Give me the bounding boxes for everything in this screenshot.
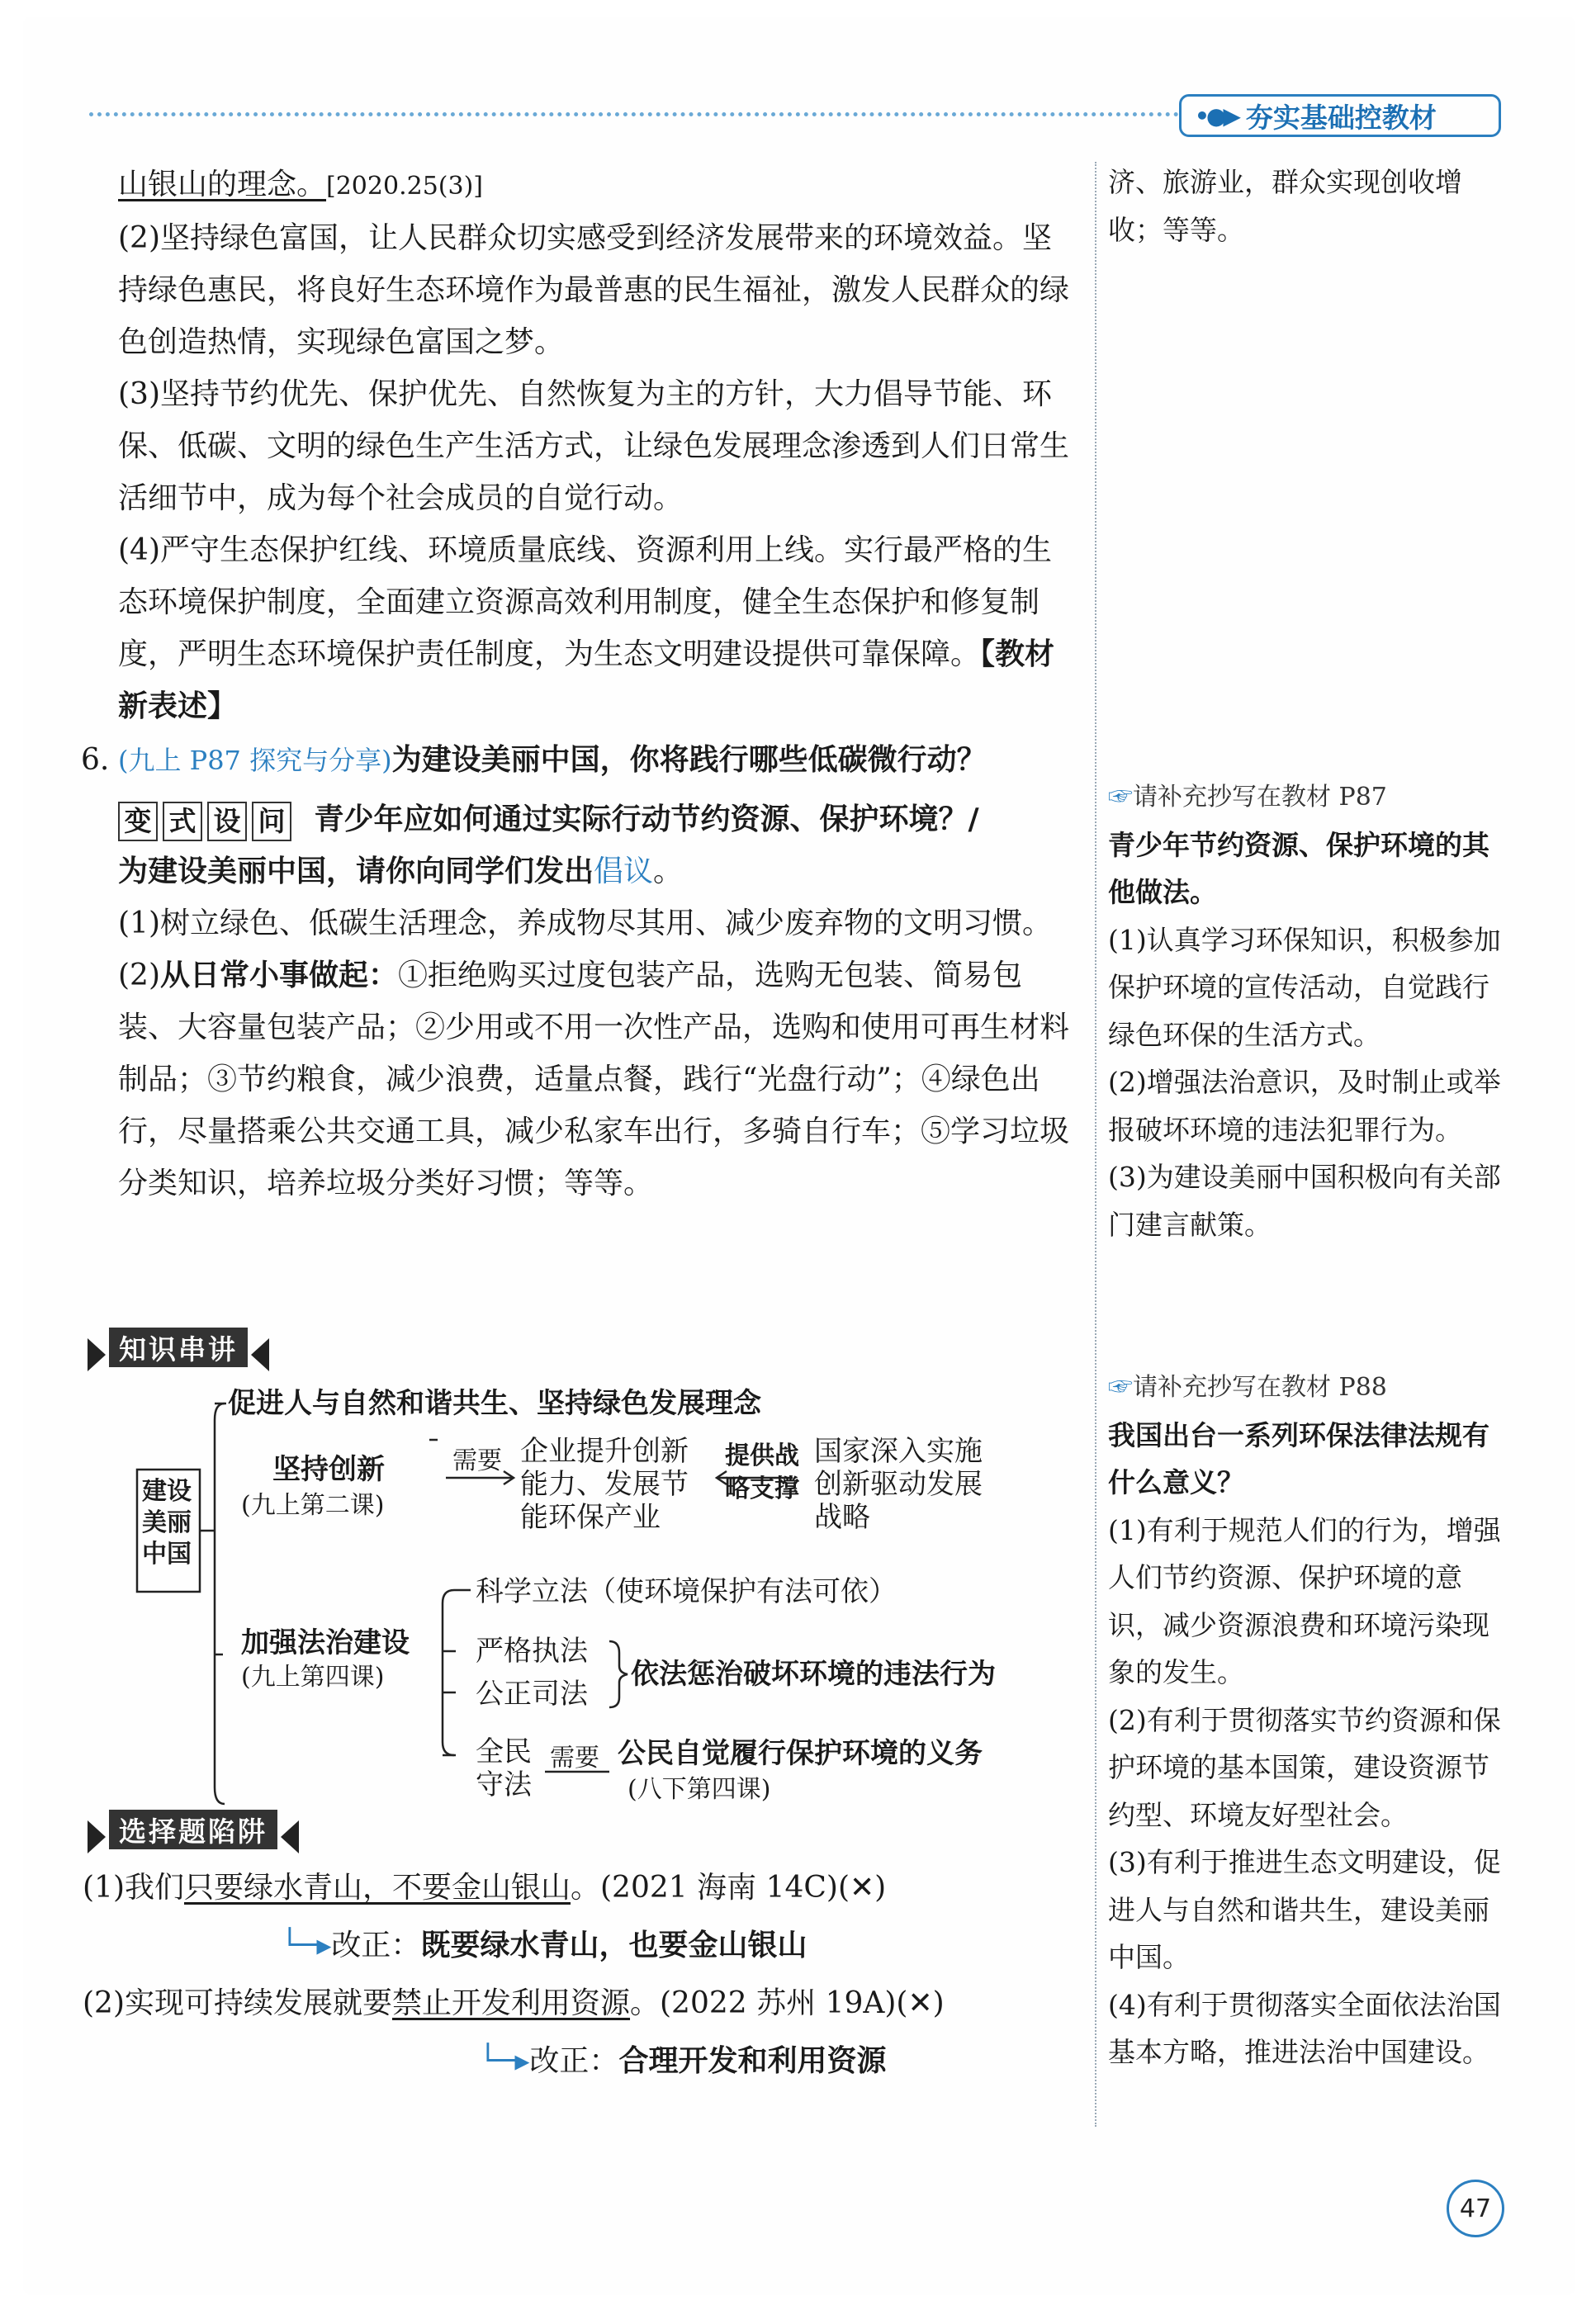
- side-hint-2-text: 请补充抄写在教材 P88: [1133, 1373, 1387, 1402]
- variant-q1: 青少年应如何通过实际行动节约资源、保护环境？/: [314, 802, 979, 836]
- answer-2-bold: 从日常小事做起：: [160, 959, 399, 992]
- side-question-2: 我国出台一系列环保法律法规有什么意义？: [1108, 1418, 1489, 1498]
- trap-1-fix-label: 改正：: [331, 1929, 421, 1962]
- para-4-tag: 【教材新表述】: [118, 637, 1055, 723]
- variant-question: [118, 793, 1072, 845]
- trap-2-fix-text: 合理开发和利用资源: [618, 2044, 887, 2078]
- mind-map-provide: 提供战略支撑: [725, 1441, 799, 1503]
- triangle-left-icon: [251, 1338, 269, 1371]
- mind-map-enterprise: 企业提升创新能力、发展节能环保产业: [520, 1435, 689, 1534]
- answer-1: (1)树立绿色、低碳生活理念，养成物尽其用、减少废弃物的文明习惯。: [118, 906, 1052, 940]
- page-number: 47: [1447, 2180, 1504, 2237]
- mind-map: [83, 1379, 1082, 1825]
- fix-arrow-icon: └─▸: [281, 1929, 332, 1962]
- side-answer-1-3: (3)为建设美丽中国积极向有关部门建言献策。: [1108, 1161, 1501, 1241]
- question-6-number: 6.: [81, 743, 110, 777]
- header-tag-label: 夯实基础控教材: [1245, 101, 1437, 134]
- section-traps-label: 选择题陷阱: [109, 1810, 277, 1849]
- side-question-1: 青少年节约资源、保护环境的其他做法。: [1108, 828, 1489, 908]
- trap-1-end: 。(2021 海南 14C)(✕): [571, 1871, 887, 1905]
- answer-2: [118, 949, 1072, 1209]
- header-dotted-line: [89, 112, 1179, 116]
- triangle-left-icon: [281, 1820, 299, 1853]
- answer-2-text: ①拒绝购买过度包装产品，选购无包装、简易包装、大容量包装产品；②少用或不用一次性产品，选购和使用可再生材料制品；③节约粮食，减少浪费，适量点餐，践行“光盘行动”；④绿色出行，尽量搭乘公共交通工具，减少私家车出行，多骑自行车；⑤学习垃圾分类知识，培养垃圾分类好习惯；等等。: [118, 959, 1070, 1200]
- variant-char-4: 问: [252, 802, 291, 841]
- pointing-hand-icon: ☞: [1108, 783, 1133, 812]
- trap-2-underlined: 禁止开发利用资源: [392, 1986, 631, 2020]
- para-3: (3)坚持节约优先、保护优先、自然恢复为主的方针，大力倡导节能、环保、低碳、文明的绿色生产生活方式，让绿色发展理念渗透到人们日常生活细节中，成为每个社会成员的自觉行动。: [118, 377, 1070, 515]
- side-answer-1-1: (1)认真学习环保知识，积极参加保护环境的宣传活动，自觉践行绿色环保的生活方式。: [1108, 923, 1501, 1051]
- variant-q2-blue: 倡议: [594, 854, 654, 888]
- trap-1-fix-text: 既要绿水青山，也要金山银山: [420, 1929, 807, 1962]
- trap-2-end: 。(2022 苏州 19A)(✕): [630, 1986, 945, 2020]
- mind-map-law-2: 严格执法: [476, 1635, 588, 1668]
- main-column: [81, 159, 1072, 1209]
- pointing-hand-icon: ☞: [1108, 1373, 1133, 1402]
- trap-1-lead: (1)我们: [83, 1871, 184, 1905]
- question-6-text: 为建设美丽中国，你将践行哪些低碳微行动？: [391, 743, 987, 777]
- variant-char-3: 设: [207, 802, 247, 841]
- mind-map-branch-1-ref: (九上第二课): [241, 1491, 385, 1520]
- mind-map-need-2: 需要: [550, 1744, 599, 1773]
- mind-map-branch-2: 加强法治建设: [241, 1626, 410, 1659]
- trap-1-fix: [83, 1917, 1073, 1975]
- mind-map-branch-1: 坚持创新: [272, 1453, 385, 1486]
- trap-1-underlined: 只要绿水青山，不要金山银山: [184, 1871, 571, 1905]
- mind-map-law-3: 公正司法: [476, 1678, 588, 1711]
- question-6-ref: (九上 P87 探究与分享): [118, 745, 392, 776]
- side-hint-1: [1108, 774, 1513, 821]
- para-4-text: (4)严守生态保护红线、环境质量底线、资源利用上线。实行最严格的生态环境保护制度，全面建立资源高效利用制度，健全生态保护和修复制度，严明生态环境保护责任制度，为生态文明建设提供可靠保障。: [118, 533, 1052, 671]
- mind-map-branch-2-ref: (九上第四课): [241, 1663, 385, 1692]
- answer-2-lead: (2): [118, 959, 160, 992]
- mind-map-law-4-ref: (八下第四课): [628, 1775, 771, 1804]
- variant-question-2: [118, 845, 1072, 897]
- side-top: 济、旅游业，群众实现创收增收；等等。: [1108, 166, 1462, 246]
- triangle-right-icon: [88, 1820, 106, 1853]
- side-answer-2-1: (1)有利于规范人们的行为，增强人们节约资源、保护环境的意识，减少资源浪费和环境污染现象的发生。: [1108, 1513, 1501, 1688]
- mind-map-law-4-result: 公民自觉履行保护环境的义务: [618, 1737, 983, 1770]
- trap-2: [83, 1975, 1073, 2033]
- side-hint-1-text: 请补充抄写在教材 P87: [1133, 783, 1387, 812]
- mind-map-top: 促进人与自然和谐共生、坚持绿色发展理念: [228, 1387, 761, 1420]
- variant-char-1: 变: [118, 802, 158, 841]
- mind-map-root: 建设美丽中国: [142, 1477, 192, 1569]
- fix-arrow-icon: └─▸: [479, 2044, 530, 2078]
- side-answer-2-2: (2)有利于贯彻落实节约资源和保护环境的基本国策，建设资源节约型、环境友好型社会。: [1108, 1703, 1501, 1831]
- trap-1: [83, 1859, 1073, 1917]
- traps-list: [83, 1859, 1073, 2090]
- variant-char-2: 式: [163, 802, 202, 841]
- mind-map-strategy: 国家深入实施创新驱动发展战略: [814, 1435, 983, 1534]
- side-answer-2-4: (4)有利于贯彻落实全面依法治国基本方略，推进法治中国建设。: [1108, 1988, 1501, 2068]
- trap-2-fix: [83, 2033, 1073, 2090]
- header-tag: [1179, 94, 1501, 137]
- side-hint-2: [1108, 1364, 1513, 1412]
- mind-map-law-23-result: 依法惩治破坏环境的违法行为: [631, 1658, 996, 1691]
- side-answer-2-3: (3)有利于推进生态文明建设，促进人与自然和谐共生，建设美丽中国。: [1108, 1846, 1501, 1973]
- para-4: [118, 524, 1072, 732]
- mind-map-law-4: 全民守法: [476, 1735, 532, 1801]
- section-traps-header: [88, 1810, 299, 1853]
- para-top-ref: [2020.25(3)]: [326, 172, 483, 201]
- side-answer-1-2: (2)增强法治意识，及时制止或举报破坏环境的违法犯罪行为。: [1108, 1066, 1501, 1146]
- mind-map-law-1: 科学立法（使环境保护有法可依）: [476, 1575, 897, 1608]
- variant-q2: 为建设美丽中国，请你向同学们发出: [118, 854, 594, 888]
- question-6: [81, 734, 1072, 787]
- section-knowledge-header: [88, 1328, 269, 1371]
- trap-2-fix-label: 改正：: [529, 2044, 619, 2078]
- trap-2-lead: (2)实现可持续发展就要: [83, 1986, 392, 2020]
- para-2: (2)坚持绿色富国，让人民群众切实感受到经济发展带来的环境效益。坚持绿色惠民，将良好生态环境作为最普惠的民生福祉，激发人民群众的绿色创造热情，实现绿色富国之梦。: [118, 221, 1070, 359]
- para-top: [118, 159, 1072, 212]
- variant-q2-end: 。: [653, 854, 684, 888]
- arrow-icon: •●▶: [1195, 102, 1238, 130]
- mind-map-need-1: 需要: [452, 1446, 502, 1475]
- side-column: [1108, 159, 1513, 2076]
- column-divider: [1095, 162, 1096, 2127]
- triangle-right-icon: [88, 1338, 106, 1371]
- section-knowledge-label: 知识串讲: [109, 1328, 248, 1367]
- para-top-text: 山银山的理念。: [118, 168, 327, 201]
